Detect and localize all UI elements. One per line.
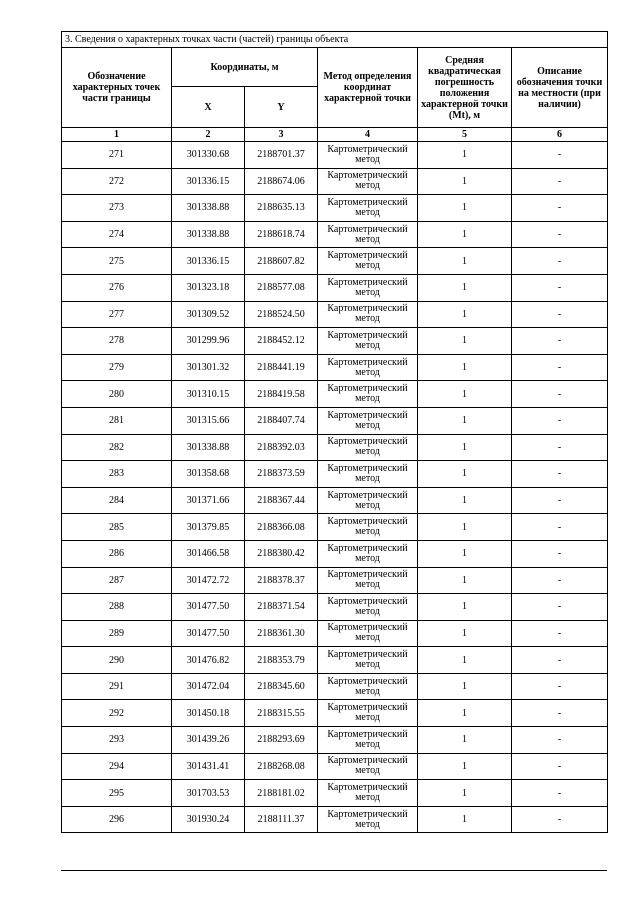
- header-coordinates: Координаты, м: [172, 48, 318, 87]
- point-cell: 280: [62, 381, 172, 408]
- point-cell: 281: [62, 407, 172, 434]
- table-row: [62, 620, 608, 647]
- mt-cell: 1: [418, 328, 512, 355]
- point-cell: 294: [62, 753, 172, 780]
- x-cell: 301472.04: [172, 673, 245, 700]
- point-cell: 289: [62, 620, 172, 647]
- description-cell: -: [512, 221, 608, 248]
- x-cell: 301338.88: [172, 434, 245, 461]
- x-cell: 301310.15: [172, 381, 245, 408]
- point-cell: 279: [62, 354, 172, 381]
- x-cell: 301323.18: [172, 274, 245, 301]
- x-cell: 301450.18: [172, 700, 245, 727]
- method-cell: Картометрический метод: [318, 274, 418, 301]
- mt-cell: 1: [418, 700, 512, 727]
- y-cell: 2188378.37: [245, 567, 318, 594]
- method-cell: Картометрический метод: [318, 620, 418, 647]
- y-cell: 2188293.69: [245, 727, 318, 754]
- mt-cell: 1: [418, 514, 512, 541]
- description-cell: -: [512, 195, 608, 222]
- mt-cell: 1: [418, 753, 512, 780]
- x-cell: 301358.68: [172, 461, 245, 488]
- description-cell: -: [512, 168, 608, 195]
- table-row: [62, 274, 608, 301]
- method-cell: Картометрический метод: [318, 594, 418, 621]
- column-number: 3: [245, 128, 318, 142]
- mt-cell: 1: [418, 806, 512, 833]
- method-cell: Картометрический метод: [318, 434, 418, 461]
- point-cell: 296: [62, 806, 172, 833]
- x-cell: 301472.72: [172, 567, 245, 594]
- method-cell: Картометрический метод: [318, 142, 418, 169]
- table-row: [62, 407, 608, 434]
- description-cell: -: [512, 248, 608, 275]
- y-cell: 2188452.12: [245, 328, 318, 355]
- point-cell: 286: [62, 540, 172, 567]
- method-cell: Картометрический метод: [318, 328, 418, 355]
- point-cell: 290: [62, 647, 172, 674]
- description-cell: -: [512, 727, 608, 754]
- column-number: 1: [62, 128, 172, 142]
- y-cell: 2188618.74: [245, 221, 318, 248]
- point-cell: 275: [62, 248, 172, 275]
- description-cell: -: [512, 594, 608, 621]
- description-cell: -: [512, 354, 608, 381]
- y-cell: 2188111.37: [245, 806, 318, 833]
- table-row: [62, 487, 608, 514]
- mt-cell: 1: [418, 487, 512, 514]
- y-cell: 2188371.54: [245, 594, 318, 621]
- x-cell: 301336.15: [172, 248, 245, 275]
- table-row: [62, 354, 608, 381]
- method-cell: Картометрический метод: [318, 727, 418, 754]
- section-title: 3. Сведения о характерных точках части (частей) границы объекта: [62, 32, 608, 48]
- table-row: [62, 700, 608, 727]
- x-cell: 301477.50: [172, 620, 245, 647]
- description-cell: -: [512, 567, 608, 594]
- x-cell: 301431.41: [172, 753, 245, 780]
- table-row: [62, 806, 608, 833]
- x-cell: 301336.15: [172, 168, 245, 195]
- table-row: [62, 594, 608, 621]
- point-cell: 283: [62, 461, 172, 488]
- x-cell: 301930.24: [172, 806, 245, 833]
- point-cell: 287: [62, 567, 172, 594]
- mt-cell: 1: [418, 647, 512, 674]
- method-cell: Картометрический метод: [318, 381, 418, 408]
- table-row: [62, 434, 608, 461]
- boundary-points-sheet: [61, 31, 607, 833]
- y-cell: 2188373.59: [245, 461, 318, 488]
- mt-cell: 1: [418, 673, 512, 700]
- table-row: [62, 248, 608, 275]
- column-number: 6: [512, 128, 608, 142]
- y-cell: 2188407.74: [245, 407, 318, 434]
- table-row: [62, 673, 608, 700]
- table-row: [62, 142, 608, 169]
- table-row: [62, 301, 608, 328]
- mt-cell: 1: [418, 461, 512, 488]
- point-cell: 285: [62, 514, 172, 541]
- table-row: [62, 647, 608, 674]
- x-cell: 301338.88: [172, 195, 245, 222]
- x-cell: 301379.85: [172, 514, 245, 541]
- point-cell: 273: [62, 195, 172, 222]
- description-cell: -: [512, 274, 608, 301]
- description-cell: -: [512, 806, 608, 833]
- y-cell: 2188367.44: [245, 487, 318, 514]
- mt-cell: 1: [418, 221, 512, 248]
- mt-cell: 1: [418, 407, 512, 434]
- y-cell: 2188441.19: [245, 354, 318, 381]
- method-cell: Картометрический метод: [318, 248, 418, 275]
- method-cell: Картометрический метод: [318, 487, 418, 514]
- table-row: [62, 461, 608, 488]
- description-cell: -: [512, 514, 608, 541]
- column-number: 2: [172, 128, 245, 142]
- x-cell: 301371.66: [172, 487, 245, 514]
- method-cell: Картометрический метод: [318, 514, 418, 541]
- mt-cell: 1: [418, 434, 512, 461]
- y-cell: 2188380.42: [245, 540, 318, 567]
- x-cell: 301315.66: [172, 407, 245, 434]
- bottom-rule: [61, 870, 607, 871]
- table-row: [62, 381, 608, 408]
- description-cell: -: [512, 434, 608, 461]
- point-cell: 291: [62, 673, 172, 700]
- y-cell: 2188577.08: [245, 274, 318, 301]
- method-cell: Картометрический метод: [318, 673, 418, 700]
- point-cell: 276: [62, 274, 172, 301]
- mt-cell: 1: [418, 168, 512, 195]
- header-designation: Обозначение характерных точек части границы: [62, 48, 172, 128]
- header-x: X: [172, 87, 245, 128]
- method-cell: Картометрический метод: [318, 195, 418, 222]
- point-cell: 292: [62, 700, 172, 727]
- mt-cell: 1: [418, 727, 512, 754]
- method-cell: Картометрический метод: [318, 647, 418, 674]
- x-cell: 301466.58: [172, 540, 245, 567]
- mt-cell: 1: [418, 354, 512, 381]
- description-cell: -: [512, 142, 608, 169]
- method-cell: Картометрический метод: [318, 407, 418, 434]
- x-cell: 301439.26: [172, 727, 245, 754]
- point-cell: 284: [62, 487, 172, 514]
- method-cell: Картометрический метод: [318, 354, 418, 381]
- description-cell: -: [512, 620, 608, 647]
- point-cell: 295: [62, 780, 172, 807]
- table-row: [62, 567, 608, 594]
- y-cell: 2188419.58: [245, 381, 318, 408]
- point-cell: 282: [62, 434, 172, 461]
- mt-cell: 1: [418, 567, 512, 594]
- boundary-points-table: [61, 31, 608, 833]
- mt-cell: 1: [418, 142, 512, 169]
- mt-cell: 1: [418, 540, 512, 567]
- column-number: 4: [318, 128, 418, 142]
- description-cell: -: [512, 381, 608, 408]
- description-cell: -: [512, 301, 608, 328]
- x-cell: 301309.52: [172, 301, 245, 328]
- header-y: Y: [245, 87, 318, 128]
- table-row: [62, 221, 608, 248]
- point-cell: 274: [62, 221, 172, 248]
- method-cell: Картометрический метод: [318, 168, 418, 195]
- x-cell: 301338.88: [172, 221, 245, 248]
- x-cell: 301299.96: [172, 328, 245, 355]
- point-cell: 272: [62, 168, 172, 195]
- y-cell: 2188674.06: [245, 168, 318, 195]
- table-row: [62, 780, 608, 807]
- method-cell: Картометрический метод: [318, 753, 418, 780]
- y-cell: 2188635.13: [245, 195, 318, 222]
- column-number: 5: [418, 128, 512, 142]
- description-cell: -: [512, 328, 608, 355]
- y-cell: 2188315.55: [245, 700, 318, 727]
- point-cell: 293: [62, 727, 172, 754]
- description-cell: -: [512, 540, 608, 567]
- method-cell: Картометрический метод: [318, 221, 418, 248]
- header-method: Метод определения координат характерной точки: [318, 48, 418, 128]
- mt-cell: 1: [418, 620, 512, 647]
- x-cell: 301703.53: [172, 780, 245, 807]
- y-cell: 2188345.60: [245, 673, 318, 700]
- description-cell: -: [512, 647, 608, 674]
- mt-cell: 1: [418, 248, 512, 275]
- table-row: [62, 514, 608, 541]
- table-row: [62, 753, 608, 780]
- header-error: Средняя квадратическая погрешность положения характерной точки (Mt), м: [418, 48, 512, 128]
- description-cell: -: [512, 407, 608, 434]
- y-cell: 2188607.82: [245, 248, 318, 275]
- table-body: [62, 142, 608, 833]
- description-cell: -: [512, 461, 608, 488]
- y-cell: 2188353.79: [245, 647, 318, 674]
- y-cell: 2188268.08: [245, 753, 318, 780]
- x-cell: 301476.82: [172, 647, 245, 674]
- method-cell: Картометрический метод: [318, 301, 418, 328]
- method-cell: Картометрический метод: [318, 540, 418, 567]
- mt-cell: 1: [418, 594, 512, 621]
- table-row: [62, 195, 608, 222]
- x-cell: 301477.50: [172, 594, 245, 621]
- method-cell: Картометрический метод: [318, 806, 418, 833]
- table-row: [62, 540, 608, 567]
- method-cell: Картометрический метод: [318, 461, 418, 488]
- method-cell: Картометрический метод: [318, 780, 418, 807]
- point-cell: 277: [62, 301, 172, 328]
- y-cell: 2188392.03: [245, 434, 318, 461]
- y-cell: 2188701.37: [245, 142, 318, 169]
- y-cell: 2188366.08: [245, 514, 318, 541]
- point-cell: 271: [62, 142, 172, 169]
- table-row: [62, 727, 608, 754]
- mt-cell: 1: [418, 195, 512, 222]
- table-row: [62, 168, 608, 195]
- y-cell: 2188181.02: [245, 780, 318, 807]
- y-cell: 2188361.30: [245, 620, 318, 647]
- description-cell: -: [512, 753, 608, 780]
- y-cell: 2188524.50: [245, 301, 318, 328]
- description-cell: -: [512, 780, 608, 807]
- point-cell: 278: [62, 328, 172, 355]
- x-cell: 301301.32: [172, 354, 245, 381]
- table-row: [62, 328, 608, 355]
- x-cell: 301330.68: [172, 142, 245, 169]
- mt-cell: 1: [418, 780, 512, 807]
- description-cell: -: [512, 673, 608, 700]
- method-cell: Картометрический метод: [318, 700, 418, 727]
- mt-cell: 1: [418, 301, 512, 328]
- header-description: Описание обозначения точки на местности (при наличии): [512, 48, 608, 128]
- description-cell: -: [512, 487, 608, 514]
- method-cell: Картометрический метод: [318, 567, 418, 594]
- point-cell: 288: [62, 594, 172, 621]
- mt-cell: 1: [418, 274, 512, 301]
- description-cell: -: [512, 700, 608, 727]
- mt-cell: 1: [418, 381, 512, 408]
